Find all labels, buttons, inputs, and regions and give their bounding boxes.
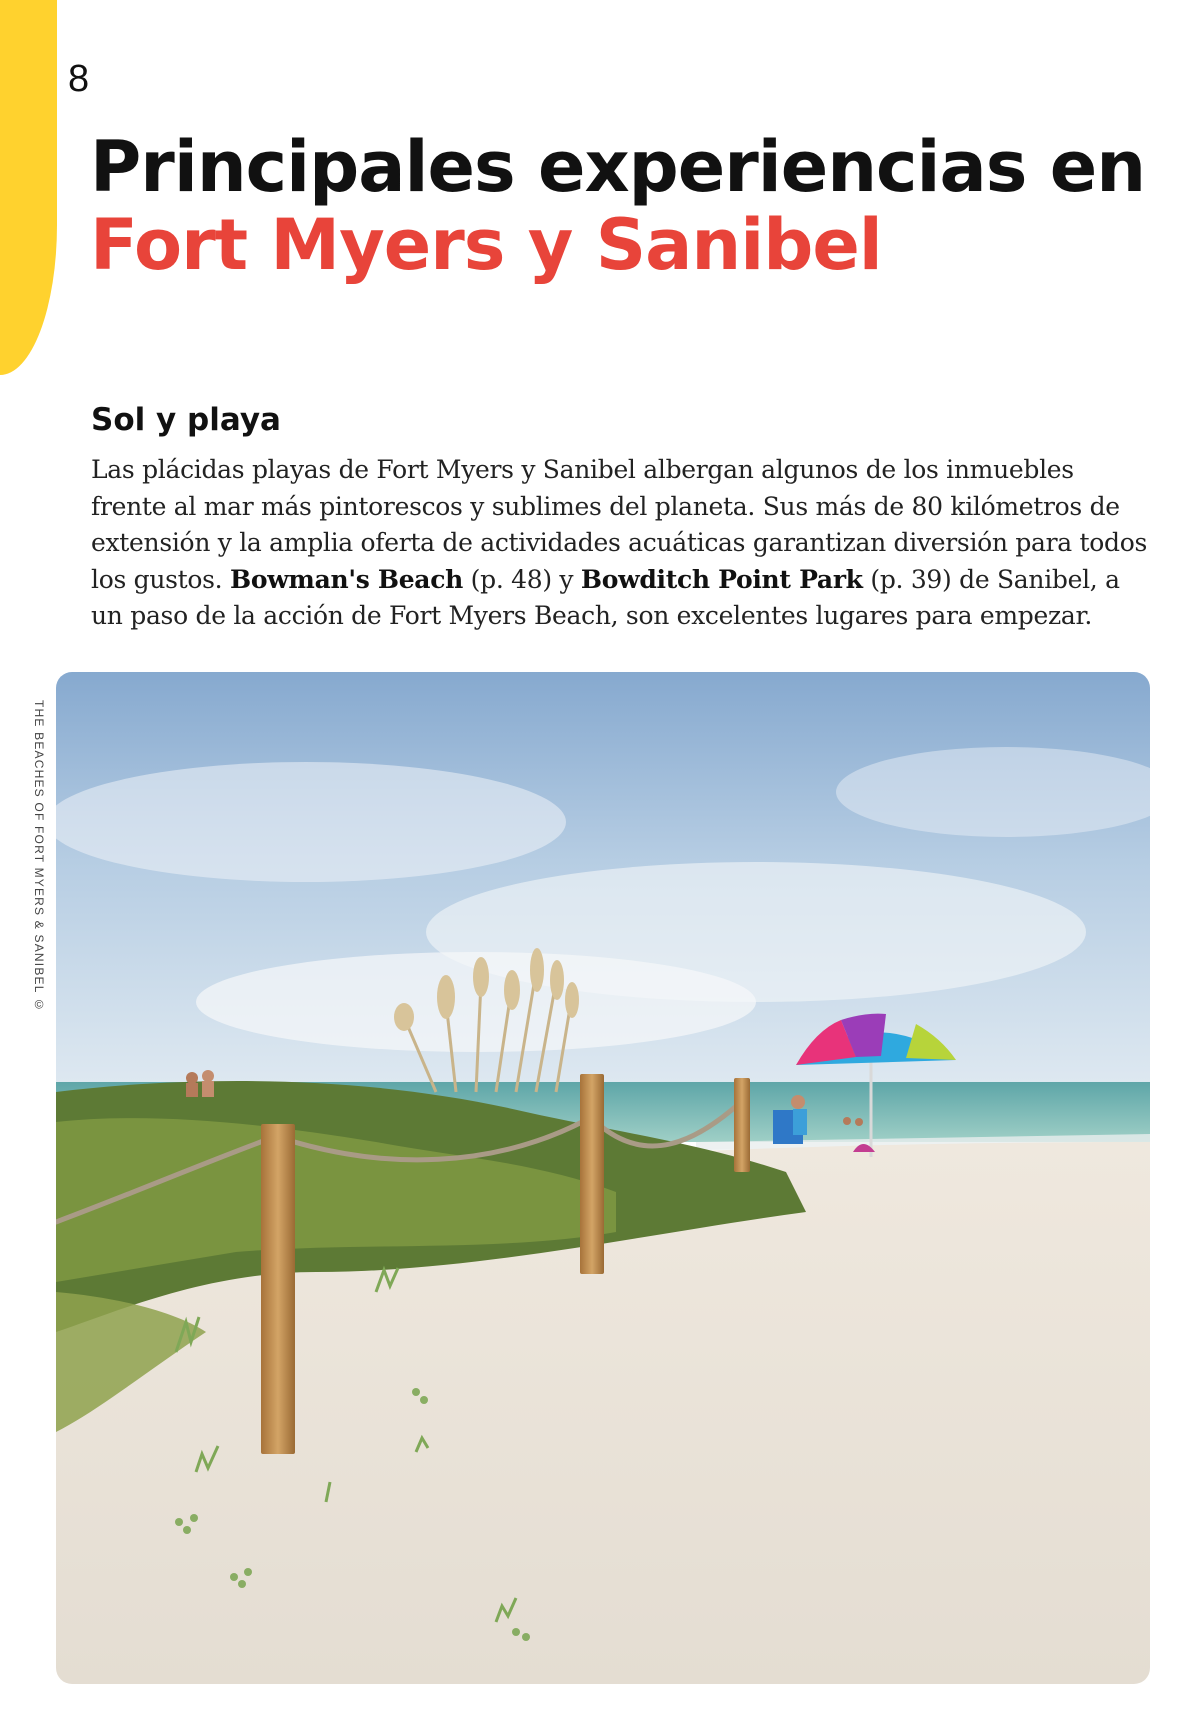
page-number: 8 — [68, 58, 90, 100]
body-paragraph — [91, 452, 1151, 635]
body-text-part-3: (p. 39) de Sanibel, a un paso de la acción de Fort Myers Beach, son excelentes lugares para empezar. — [91, 564, 1120, 630]
title-line-1: Principales experiencias en — [90, 126, 1146, 208]
body-text-part-1: Las plácidas playas de Fort Myers y Sanibel albergan algunos de los inmuebles frente al mar más pintorescos y sublimes del planeta. Sus más de 80 kilómetros de extensión y la amplia oferta de actividades acuáticas garantizan diversión para todos los gustos. — [91, 455, 1148, 594]
title-line-2: Fort Myers y Sanibel — [90, 204, 882, 286]
bowditch-point-park-link-text: Bowditch Point Park — [580, 564, 863, 594]
section-heading: Sol y playa — [91, 402, 281, 438]
page-title — [90, 128, 1145, 284]
beach-photo — [56, 672, 1150, 1684]
yellow-tab-accent — [0, 0, 57, 375]
photo-credit: THE BEACHES OF FORT MYERS & SANIBEL © — [32, 700, 46, 1013]
bowmans-beach-link-text: Bowman's Beach — [229, 564, 464, 594]
body-text-part-2: (p. 48) y — [463, 564, 581, 594]
